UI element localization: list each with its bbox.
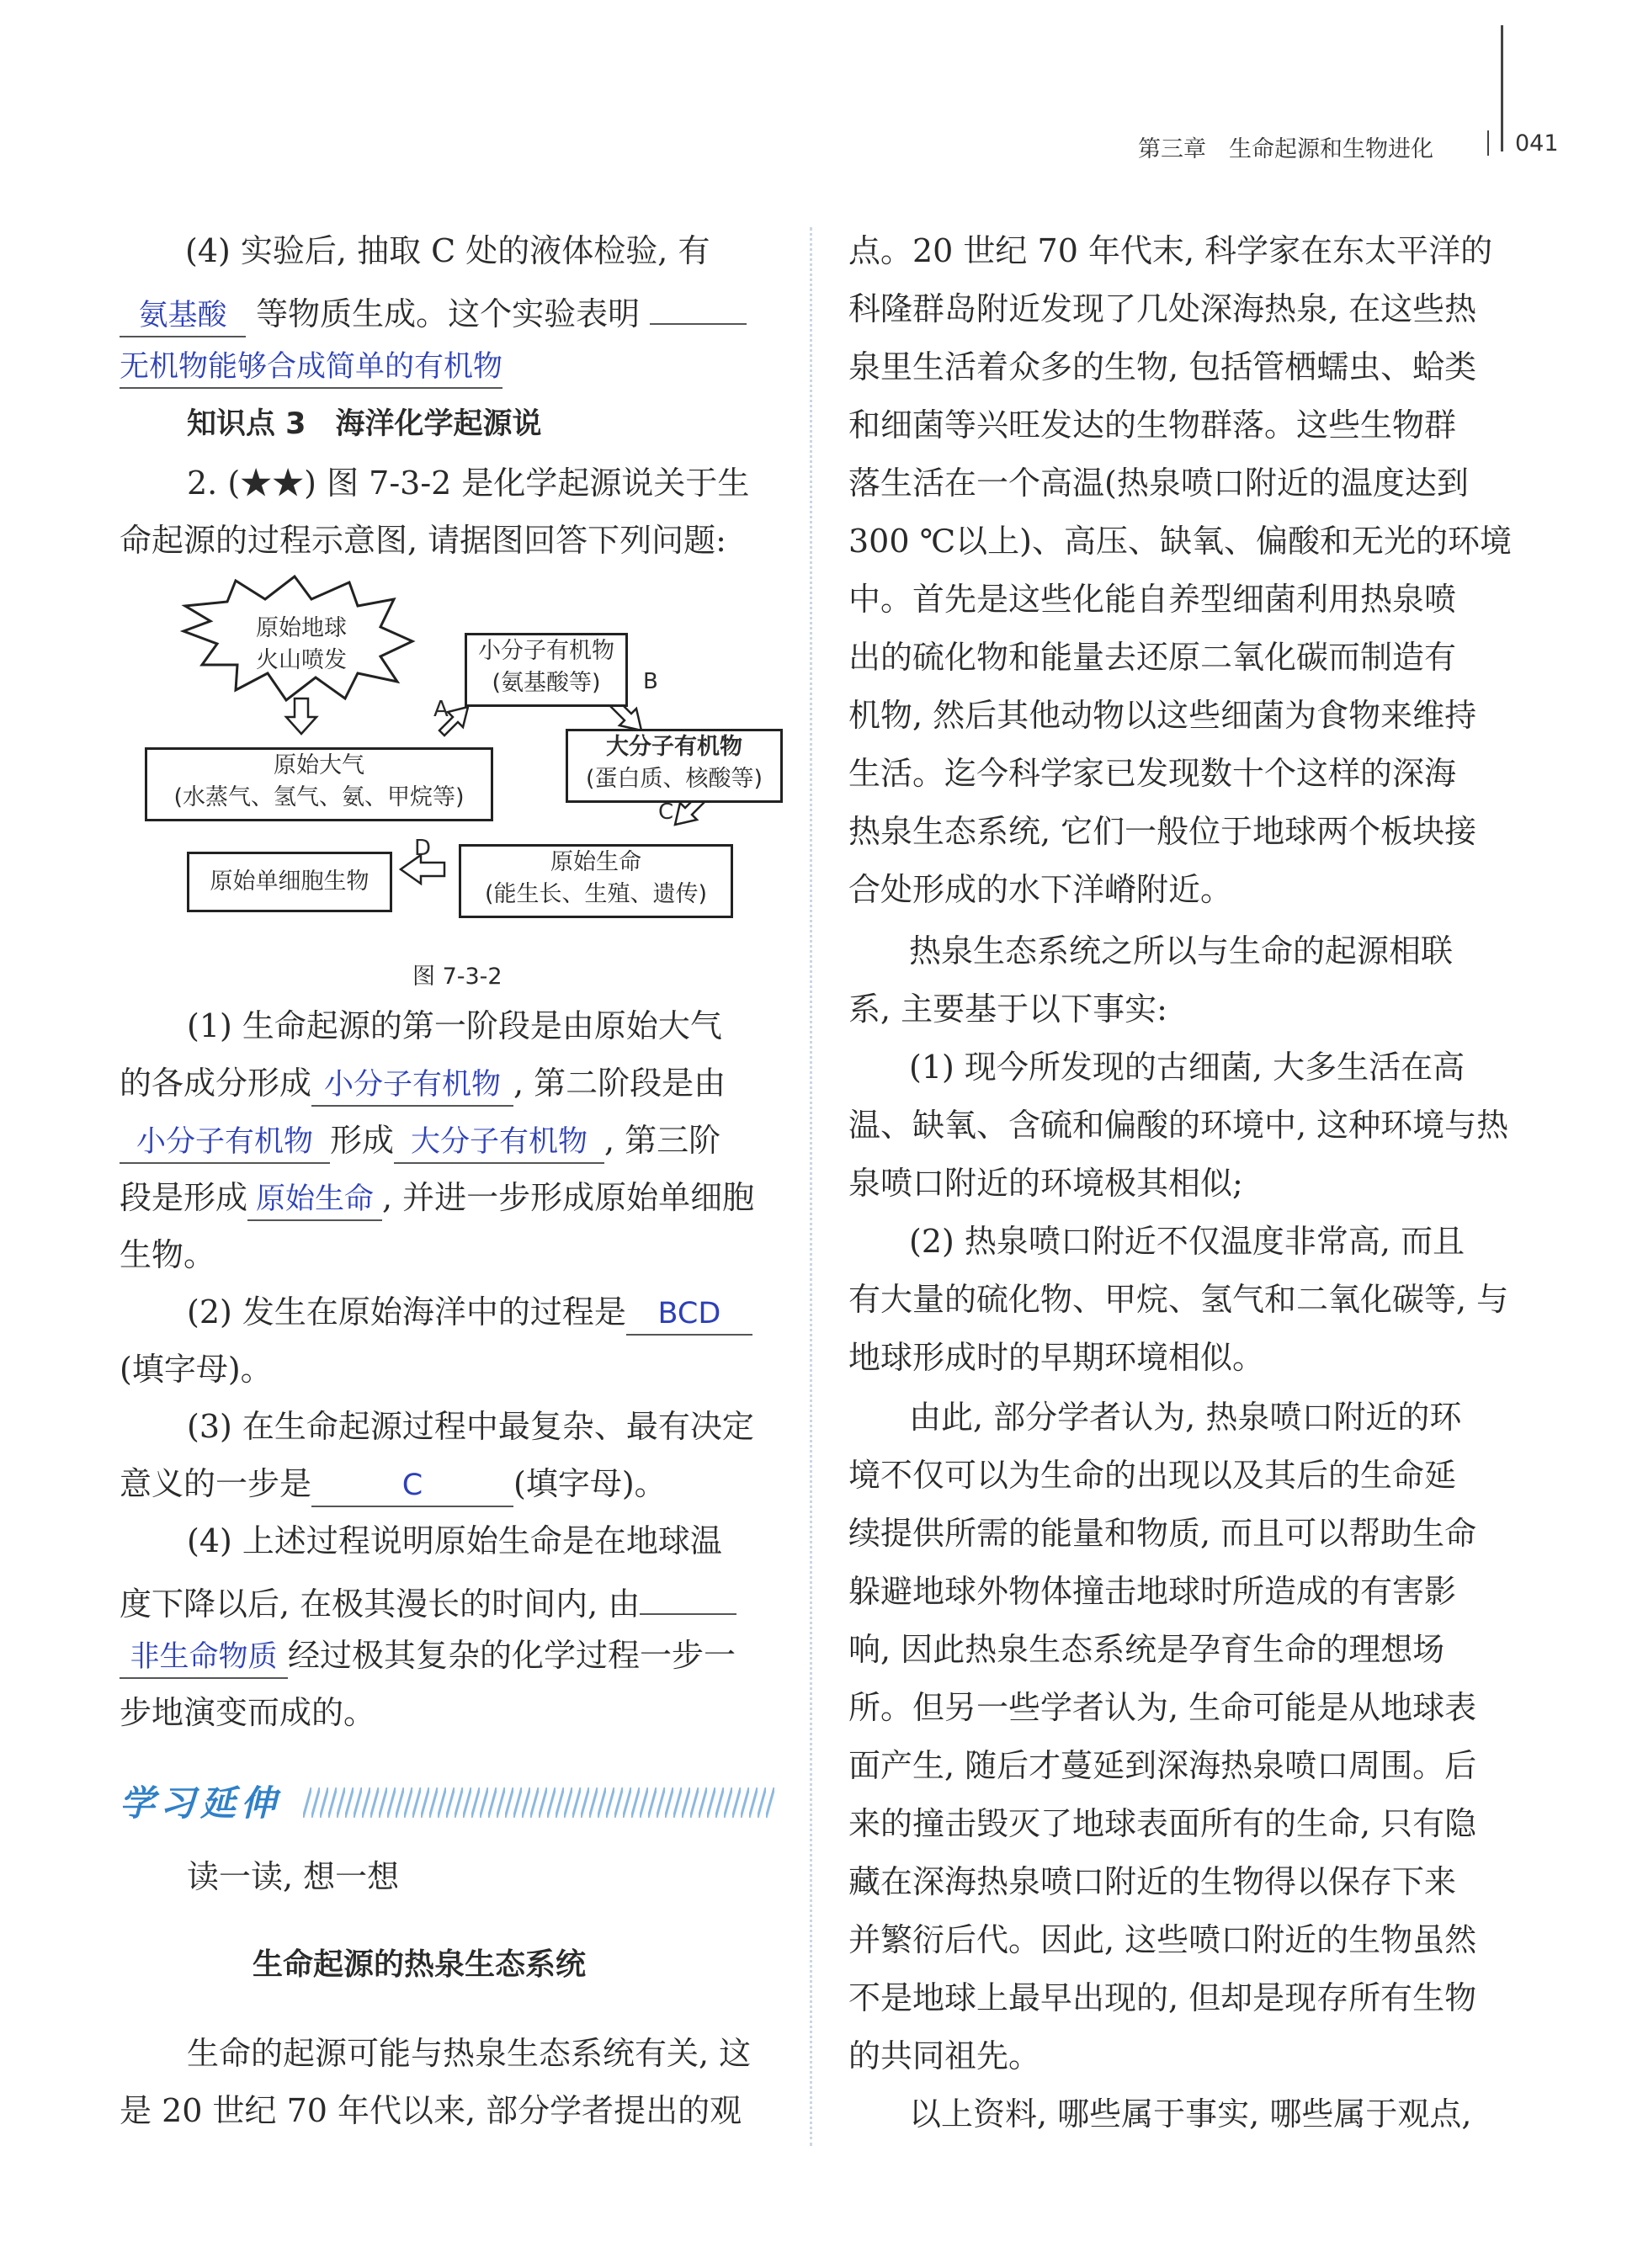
article-line2: 是 20 世纪 70 年代以来, 部分学者提出的观 [120,2092,742,2129]
q2-line1: 2. (★★) 图 7-3-2 是化学起源说关于生 [187,465,750,502]
r-line-12: 合处形成的水下洋嵴附近。 [848,871,1233,908]
r-line-8: 出的硫化物和能量去还原二氧化碳而制造有 [848,639,1457,676]
sub1-answer4: 原始生命 [256,1182,375,1216]
article-title: 生命起源的热泉生态系统 [253,1947,587,1982]
sub4-answer: 非生命物质 [130,1640,278,1674]
big-organic-title: 大分子有机物 [606,734,742,760]
sub2-text: (2) 发生在原始海洋中的过程是 [187,1293,626,1331]
r-line-2: 科隆群岛附近发现了几处深海热泉, 在这些热 [848,290,1477,327]
r-line-3: 泉里生活着众多的生物, 包括管栖蠕虫、蛤类 [848,348,1477,385]
r-line-29: 藏在深海热泉喷口附近的生物得以保存下来 [848,1863,1457,1900]
label-b: B [643,669,658,694]
r-line-10: 生活。迄今科学家已发现数十个这样的深海 [848,755,1457,792]
sub1-answer1: 小分子有机物 [324,1068,502,1102]
small-organic-title: 小分子有机物 [478,638,614,664]
sub1-answer3: 大分子有机物 [411,1125,588,1159]
r-line-25: 响, 因此热泉生态系统是孕育生命的理想场 [848,1631,1445,1668]
r-line-1: 点。20 世纪 70 年代末, 科学家在东太平洋的 [848,232,1493,269]
r-line-33: 以上资料, 哪些属于事实, 哪些属于观点, [909,2095,1472,2133]
sub1-text-c: 形成 [330,1122,395,1159]
r-line-19: 有大量的硫化物、甲烷、氢气和二氧化碳等, 与 [848,1281,1509,1318]
r-line-20: 地球形成时的早期环境相似。 [848,1339,1265,1376]
sub4-line1: (4) 上述过程说明原始生命是在地球温 [187,1522,722,1559]
sub3-tail: (填字母)。 [513,1465,667,1502]
q4-answer2: 无机物能够合成简单的有机物 [120,350,503,384]
r-line-32: 的共同祖先。 [848,2037,1041,2074]
r-line-11: 热泉生态系统, 它们一般位于地球两个板块接 [848,813,1477,850]
label-d: D [414,836,432,861]
r-line-27: 面产生, 随后才蔓延到深海热泉喷口周围。后 [848,1747,1477,1784]
chapter-title: 第三章 生命起源和生物进化 [1138,136,1433,162]
r-line-15: (1) 现今所发现的古细菌, 大多生活在高 [909,1049,1465,1086]
r-line-14: 系, 主要基于以下事实: [848,991,1167,1028]
sub2-line2: (填字母)。 [120,1351,273,1388]
r-line-18: (2) 热泉喷口附近不仅温度非常高, 而且 [909,1223,1465,1260]
r-line-6: 300 ℃以上)、高压、缺氧、偏酸和无光的环境 [848,523,1512,560]
sub4-line4: 步地演变而成的。 [120,1694,376,1731]
atmosphere-sub: (水蒸气、氢气、氨、甲烷等) [173,784,465,810]
sub1-text-d: , 第三阶 [604,1122,721,1159]
r-line-5: 落生活在一个高温(热泉喷口附近的温度达到 [848,465,1469,502]
sub1-text-e: 段是形成 [120,1179,248,1216]
r-line-26: 所。但另一些学者认为, 生命可能是从地球表 [848,1689,1477,1726]
sub4-text-b: 经过极其复杂的化学过程一步一 [288,1637,736,1674]
r-line-22: 境不仅可以为生命的出现以及其后的生命延 [848,1457,1457,1494]
r-line-31: 不是地球上最早出现的, 但却是现存所有生物 [848,1979,1477,2016]
sub1-line1: (1) 生命起源的第一阶段是由原始大气 [187,1007,722,1044]
sub1-text-b: , 第二阶段是由 [513,1065,726,1102]
small-organic-sub: (氨基酸等) [492,670,601,696]
sub3-answer: C [401,1469,423,1502]
life-title: 原始生命 [550,849,641,875]
burst-line2: 火山喷发 [256,647,347,673]
figure-caption: 图 7-3-2 [412,964,502,990]
article-line1: 生命的起源可能与热泉生态系统有关, 这 [187,2035,752,2072]
cell-title: 原始单细胞生物 [210,868,370,895]
q4-answer1: 氨基酸 [138,299,227,332]
r-line-23: 续提供所需的能量和物质, 而且可以帮助生命 [848,1515,1477,1552]
read-prompt: 读一读, 想一想 [187,1858,400,1895]
r-line-17: 泉喷口附近的环境极其相似; [848,1165,1243,1202]
label-c: C [658,799,674,825]
burst-line1: 原始地球 [256,615,347,641]
r-line-28: 来的撞击毁灭了地球表面所有的生命, 只有隐 [848,1805,1477,1842]
label-a: A [433,697,449,722]
r-line-9: 机物, 然后其他动物以这些细菌为食物来维持 [848,697,1477,734]
sub1-text-f: , 并进一步形成原始单细胞 [382,1179,755,1216]
q2-line2: 命起源的过程示意图, 请据图回答下列问题: [120,522,726,559]
section-heading: 学习延伸 [120,1782,282,1824]
r-line-24: 躲避地球外物体撞击地球时所造成的有害影 [848,1573,1457,1610]
life-sub: (能生长、生殖、遗传) [484,881,708,907]
r-line-30: 并繁衍后代。因此, 这些喷口附近的生物虽然 [848,1921,1477,1958]
knowledge-point-3: 知识点 3 海洋化学起源说 [187,407,542,441]
q4-line2-text: 等物质生成。这个实验表明 [256,295,641,332]
q4-line1: (4) 实验后, 抽取 C 处的液体检验, 有 [185,232,710,269]
r-line-21: 由此, 部分学者认为, 热泉喷口附近的环 [909,1399,1462,1436]
sub1-line5: 生物。 [120,1236,216,1273]
sub3-text: 意义的一步是 [120,1465,312,1502]
r-line-7: 中。首先是这些化能自养型细菌利用热泉喷 [848,581,1457,618]
big-organic-sub: (蛋白质、核酸等) [585,766,763,792]
page-number: 041 [1515,130,1559,157]
sub2-answer: BCD [657,1297,721,1331]
sub1-answer2: 小分子有机物 [136,1125,313,1159]
sub1-text-a: 的各成分形成 [120,1065,312,1102]
r-line-16: 温、缺氧、含硫和偏酸的环境中, 这种环境与热 [848,1107,1509,1144]
sub4-text-a: 度下降以后, 在极其漫长的时间内, 由 [120,1585,641,1623]
sub3-line1: (3) 在生命起源过程中最复杂、最有决定 [187,1408,754,1445]
r-line-13: 热泉生态系统之所以与生命的起源相联 [909,932,1454,969]
r-line-4: 和细菌等兴旺发达的生物群落。这些生物群 [848,406,1457,444]
atmosphere-title: 原始大气 [274,752,364,778]
